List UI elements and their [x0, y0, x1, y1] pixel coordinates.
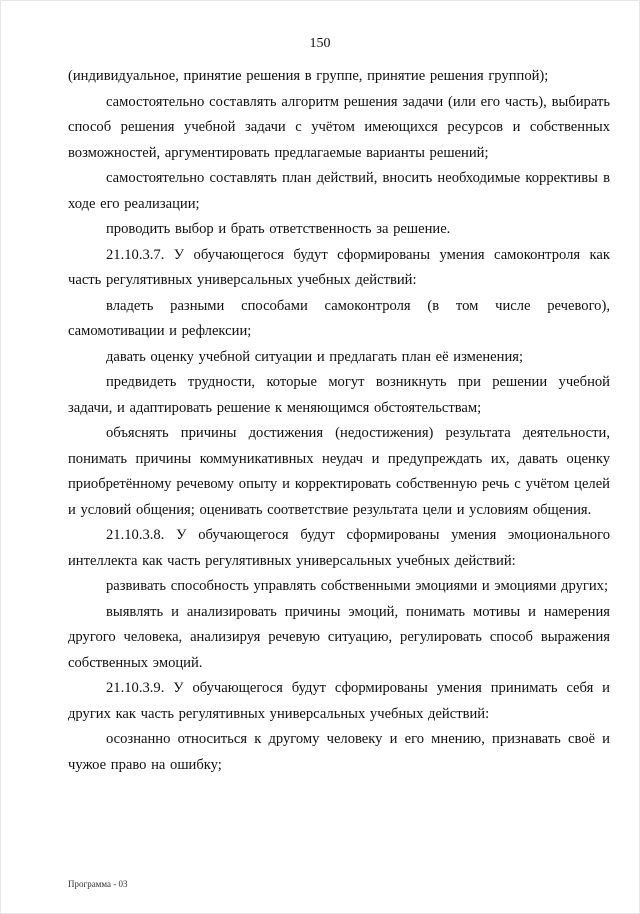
section-heading-21-10-3-7: 21.10.3.7. У обучающегося будут сформированы умения самоконтроля как часть регулятивных универсальных учебных действий:: [68, 246, 610, 288]
page-number: 150: [309, 36, 331, 51]
paragraph-4: проводить выбор и брать ответственность за решение.: [106, 221, 451, 237]
paragraph-12: выявлять и анализировать причины эмоций, понимать мотивы и намерения другого человека, анализируя речевую ситуацию, регулировать способ выражения собственных эмоций.: [68, 603, 610, 671]
paragraph-8: предвидеть трудности, которые могут возникнуть при решении учебной задачи, и адаптировать решение к меняющимся обстоятельствам;: [68, 374, 610, 416]
paragraph-11: развивать способность управлять собственными эмоциями и эмоциями других;: [106, 578, 609, 594]
paragraph-14: осознанно относиться к другому человеку и его мнению, признавать своё и чужое право на ошибку;: [68, 731, 610, 773]
document-body: [68, 64, 610, 778]
section-heading-21-10-3-9: 21.10.3.9. У обучающегося будут сформированы умения принимать себя и других как часть регулятивных универсальных учебных действий:: [68, 680, 610, 722]
paragraph-9: объяснять причины достижения (недостижения) результата деятельности, понимать причины коммуникативных неудач и предупреждать их, давать оценку приобретённому речевому опыту и корректировать собственную речь с учётом целей и условий общения; оценивать соответствие результата цели и условиям общения.: [68, 425, 610, 518]
paragraph-1: (индивидуальное, принятие решения в группе, принятие решения группой);: [68, 68, 549, 84]
section-heading-21-10-3-8: 21.10.3.8. У обучающегося будут сформированы умения эмоционального интеллекта как часть регулятивных универсальных учебных действий:: [68, 527, 610, 569]
page-footer: Программа - 03: [68, 879, 128, 889]
paragraph-6: владеть разными способами самоконтроля (в том числе речевого), самомотивации и рефлексии;: [68, 297, 610, 339]
paragraph-7: давать оценку учебной ситуации и предлагать план её изменения;: [106, 348, 524, 365]
paragraph-3: самостоятельно составлять план действий, вносить необходимые коррективы в ходе его реализации;: [68, 170, 610, 212]
paragraph-2: самостоятельно составлять алгоритм решения задачи (или его часть), выбирать способ решения учебной задачи с учётом имеющихся ресурсов и собственных возможностей, аргументировать предлагаемые варианты решений;: [68, 93, 610, 161]
